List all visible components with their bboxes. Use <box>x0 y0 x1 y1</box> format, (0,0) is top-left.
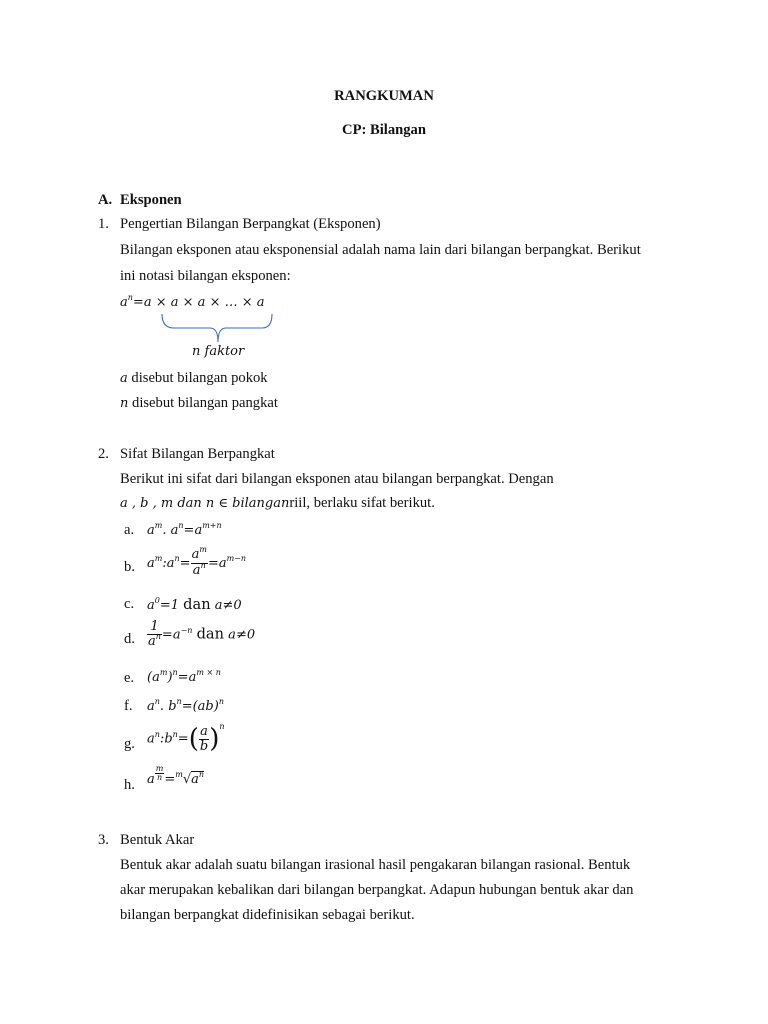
property-a-label: a. <box>124 522 135 538</box>
n-factor-brace <box>158 312 276 346</box>
property-b-formula: $a^m:a^n=$ $\frac{a^m}{a^n}$ $=a^{m-n}$ <box>147 545 247 578</box>
property-e-formula: $(a^m)^n=a^{m \times n}$ <box>147 668 221 685</box>
section-a-letter: A. <box>98 192 113 208</box>
item-3-paragraph-line-1: Bentuk akar adalah suatu bilangan irasional hasil pengakaran bilangan rasional. Bentuk <box>120 857 631 873</box>
item-2-paragraph-line-1: Berikut ini sifat dari bilangan eksponen atau bilangan berpangkat. Dengan <box>120 471 554 487</box>
property-d-label: d. <box>124 631 135 647</box>
item-1-number: 1. <box>98 216 109 232</box>
page-subtitle: CP: Bilangan <box>342 122 426 138</box>
item-3-number: 3. <box>98 832 109 848</box>
item-3-paragraph-line-3: bilangan berpangkat didefinisikan sebagai berikut. <box>120 907 415 923</box>
property-a-formula: $a^m$. $a^n=a^{m+n}$ <box>147 521 222 538</box>
property-f-label: f. <box>124 698 133 714</box>
n-factor-label: n faktor <box>192 344 245 359</box>
page-title: RANGKUMAN <box>334 88 434 104</box>
property-g-label: g. <box>124 736 135 752</box>
property-c-label: c. <box>124 596 135 612</box>
property-g-formula: $a^n:b^n=$( $\frac{a}{b}$ )$^n$ <box>147 721 225 754</box>
property-e-label: e. <box>124 670 135 686</box>
item-1-paragraph-line-1: Bilangan eksponen atau eksponensial adalah nama lain dari bilangan berpangkat. Berikut <box>120 242 641 258</box>
item-2-number: 2. <box>98 446 109 462</box>
item-3-paragraph-line-2: akar merupakan kebalikan dari bilangan berpangkat. Adapun hubungan bentuk akar dan <box>120 882 634 898</box>
property-c-formula: $a^0=1$ dan a≠0 <box>147 596 242 613</box>
section-a-heading: Eksponen <box>120 192 182 208</box>
definition-exponent: n disebut bilangan pangkat <box>120 395 278 411</box>
item-2-paragraph-line-2: a , b , m dan n ∈ bilanganriil, berlaku sifat berikut. <box>120 495 435 511</box>
item-1-heading: Pengertian Bilangan Berpangkat (Eksponen) <box>120 216 381 232</box>
property-f-formula: $a^n$. $b^n=(ab)^n$ <box>147 697 224 714</box>
item-1-paragraph-line-2: ini notasi bilangan eksponen: <box>120 268 291 284</box>
exponent-notation-formula: $a^n=a \times a \times a$ × … × a <box>120 293 265 310</box>
property-b-label: b. <box>124 559 135 575</box>
item-3-heading: Bentuk Akar <box>120 832 195 848</box>
item-2-heading: Sifat Bilangan Berpangkat <box>120 446 275 462</box>
property-h-formula: a $^{\frac{m}{n}}$ $=^m√a^n$ <box>147 763 205 787</box>
property-d-formula: $\frac{1}{a^n}$ $=a^{-n}$ dan a≠0 <box>148 619 256 649</box>
property-h-label: h. <box>124 777 135 793</box>
definition-base: a disebut bilangan pokok <box>120 370 268 386</box>
